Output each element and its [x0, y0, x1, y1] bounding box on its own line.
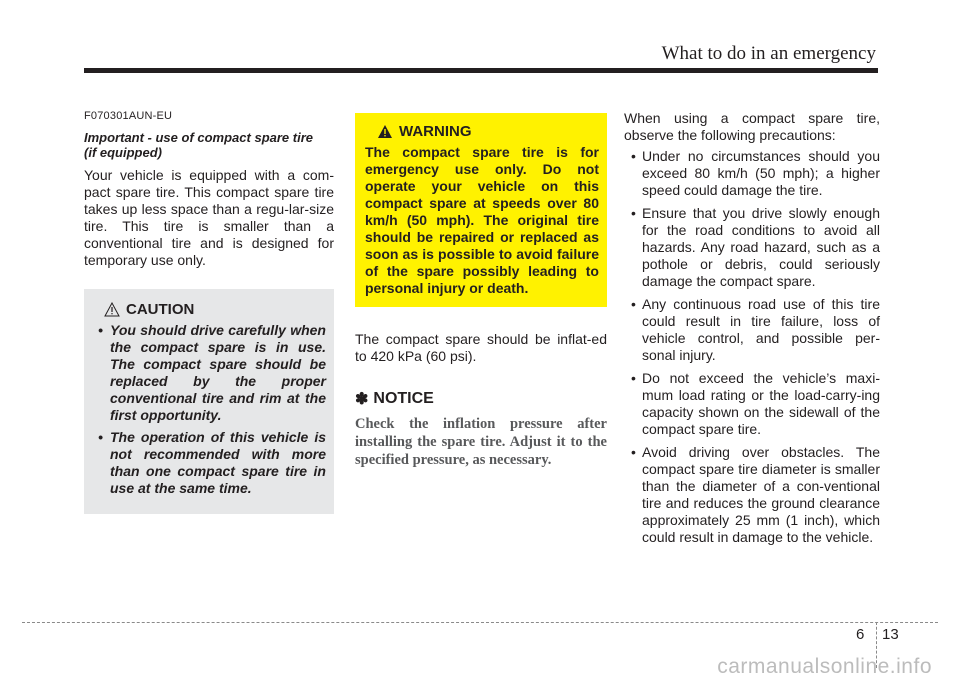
inflation-paragraph: The compact spare should be inflat-ed to 420 kPa (60 psi). — [355, 331, 607, 364]
warning-text: The compact spare tire is for emergency use only. Do not operate your vehicle on this compact spare at speeds over 80 km/h (50 mph). The original tire should be repaired or replaced as soon as is possible to avoid failure of the spare possibly leading to personal injury or death. — [365, 144, 599, 296]
footer-dashed-rule — [22, 622, 938, 623]
precaution-item — [624, 205, 880, 290]
watermark: carmanualsonline.info — [717, 655, 932, 678]
caution-item-text: You should drive carefully when the compact spare is in use. The compact spare should be replaced by the proper conventional tire and rim at the first opportunity. — [110, 322, 326, 423]
bullet-marker: • — [631, 205, 636, 221]
column-right — [624, 110, 880, 552]
header-rule — [84, 68, 878, 73]
precaution-item-text: Do not exceed the vehicle’s maxi-mum load rating or the load-carry-ing capacity shown on the sidewall of the compact spare tire. — [642, 370, 880, 437]
bullet-marker: • — [98, 322, 103, 338]
page-header-title: What to do in an emergency — [661, 43, 876, 64]
precaution-item-text: Ensure that you drive slowly enough for the road conditions to avoid all hazards. Any road hazard, such as a pothole or debris, could seriously damage the compact spare. — [642, 205, 880, 289]
precaution-item-text: Avoid driving over obstacles. The compact spare tire diameter is smaller than the diameter of a con-ventional tire and reduces the ground clearance approximately 25 mm (1 inch), which could result in damage to the vehicle. — [642, 444, 880, 545]
caution-item-text: The operation of this vehicle is not recommended with more than one compact spare tire in use at the same time. — [110, 429, 326, 496]
warning-heading — [365, 123, 599, 140]
caution-item — [92, 429, 326, 497]
section-subheading — [84, 130, 334, 160]
chapter-number: 6 — [856, 626, 865, 643]
precaution-item-text: Any continuous road use of this tire could result in tire failure, loss of vehicle control, and possible per-sonal injury. — [642, 296, 880, 363]
bullet-marker: • — [631, 370, 636, 386]
notice-star-icon: ✽ — [355, 391, 369, 408]
subheading-line-1: Important - use of compact spare tire — [84, 130, 313, 145]
document-code: F070301AUN-EU — [84, 110, 173, 122]
intro-paragraph: Your vehicle is equipped with a com-pact spare tire. This compact spare tire takes up less space than a regu-lar-size tire. This tire is smaller than a conventional tire and is designed for temporary use only. — [84, 167, 334, 268]
precaution-item — [624, 444, 880, 546]
warning-title: WARNING — [399, 123, 472, 140]
notice-title: NOTICE — [373, 390, 434, 407]
notice-heading — [355, 389, 607, 409]
bullet-marker: • — [98, 429, 103, 445]
caution-heading — [92, 301, 326, 318]
subheading-line-2: (if equipped) — [84, 145, 162, 160]
bullet-marker: • — [631, 148, 636, 164]
page-number: 13 — [882, 626, 899, 643]
caution-box — [84, 289, 334, 514]
warning-triangle-icon — [377, 124, 393, 139]
precaution-item-text: Under no circumstances should you exceed 80 km/h (50 mph); a higher speed could damage the tire. — [642, 148, 880, 198]
precaution-item — [624, 370, 880, 438]
column-left — [84, 110, 334, 514]
precaution-item — [624, 296, 880, 364]
warning-box — [355, 113, 607, 307]
caution-title: CAUTION — [126, 301, 195, 318]
precautions-intro: When using a compact spare tire, observe the following precautions: — [624, 110, 880, 143]
notice-text: Check the inflation pressure after installing the spare tire. Adjust it to the specified pressure, as necessary. — [355, 416, 607, 468]
caution-item — [92, 322, 326, 424]
column-middle — [355, 110, 607, 469]
bullet-marker: • — [631, 296, 636, 312]
precaution-item — [624, 148, 880, 199]
caution-triangle-icon — [104, 302, 120, 317]
precautions-list — [624, 148, 880, 546]
caution-list — [92, 322, 326, 497]
bullet-marker: • — [631, 444, 636, 460]
